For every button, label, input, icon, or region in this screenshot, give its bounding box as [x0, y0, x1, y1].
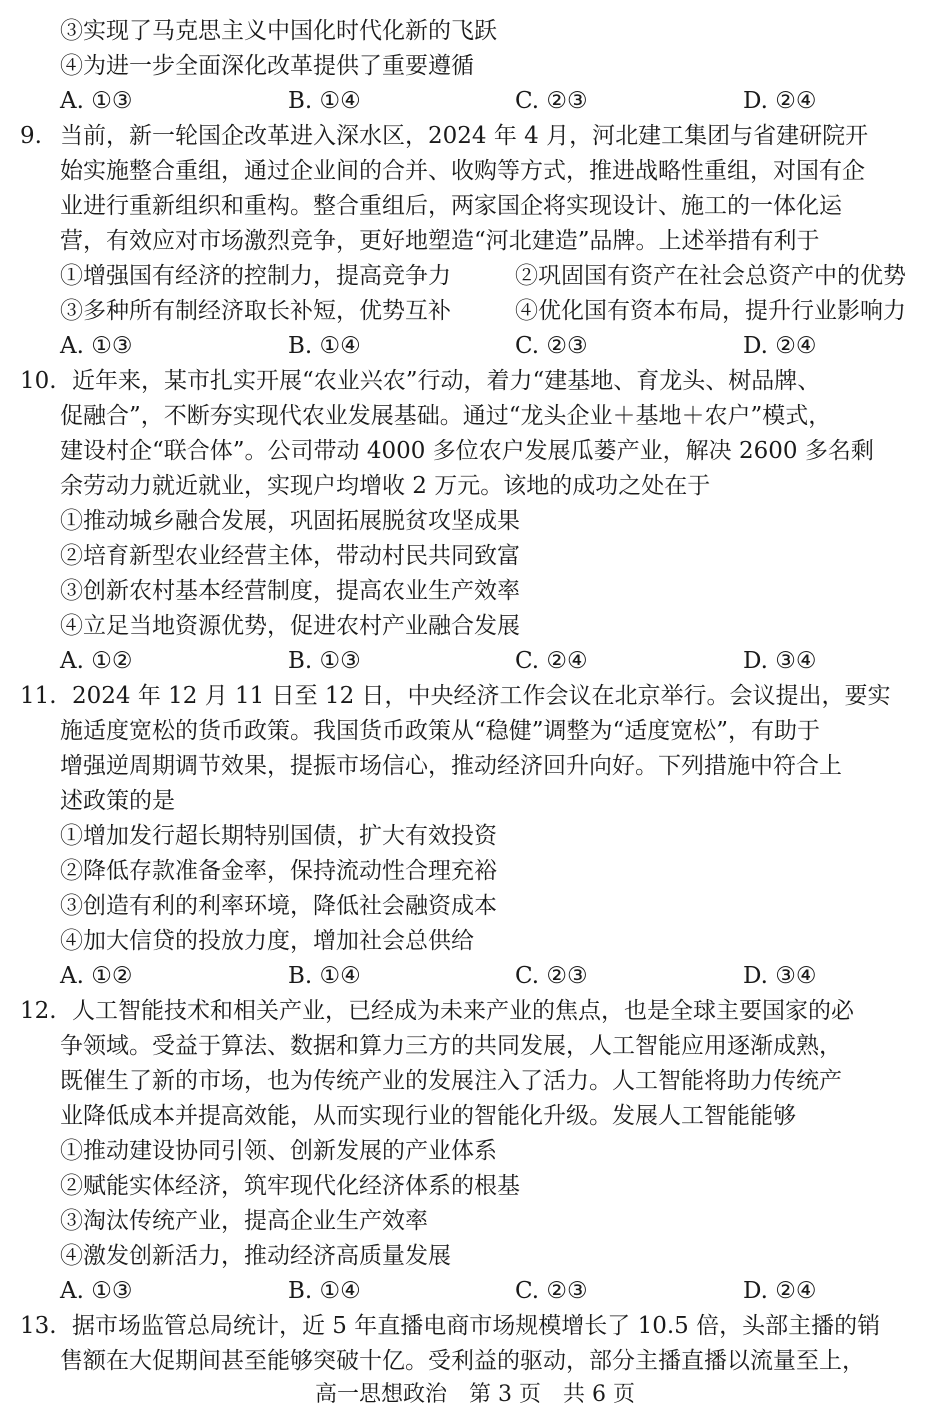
q12-item-4: ④激发创新活力，推动经济高质量发展: [60, 1243, 451, 1269]
q12-stem-line: 争领域。受益于算法、数据和算力三方的共同发展，人工智能应用逐渐成熟，: [60, 1033, 842, 1059]
q10-option-b: B. ①③: [288, 648, 361, 674]
q12-option-c: C. ②③: [515, 1278, 588, 1304]
q11-item-4: ④加大信贷的投放力度，增加社会总供给: [60, 928, 474, 954]
q9-stem-line: 当前，新一轮国企改革进入深水区，2024 年 4 月，河北建工集团与省建研院开: [60, 123, 869, 149]
q11-item-3: ③创造有利的利率环境，降低社会融资成本: [60, 893, 497, 919]
q11-item-1: ①增加发行超长期特别国债，扩大有效投资: [60, 823, 497, 849]
q10-item-1: ①推动城乡融合发展，巩固拓展脱贫攻坚成果: [60, 508, 520, 534]
q8-item-3: ③实现了马克思主义中国化时代化新的飞跃: [60, 18, 497, 44]
q11-stem-line: 述政策的是: [60, 788, 175, 814]
q8-option-b: B. ①④: [288, 88, 361, 114]
q8-option-a: A. ①③: [60, 88, 133, 114]
q11-number: 11.: [20, 683, 57, 709]
q10-stem-line: 余劳动力就近就业，实现户均增收 2 万元。该地的成功之处在于: [60, 473, 711, 499]
q10-option-d: D. ③④: [743, 648, 817, 674]
q9-item-1: ①增强国有经济的控制力，提高竞争力: [60, 263, 451, 289]
q9-item-2: ②巩固国有资产在社会总资产中的优势: [515, 263, 906, 289]
q9-stem-line: 业进行重新组织和重构。整合重组后，两家国企将实现设计、施工的一体化运: [60, 193, 842, 219]
q12-stem-line: 人工智能技术和相关产业，已经成为未来产业的焦点，也是全球主要国家的必: [72, 998, 854, 1024]
q11-item-2: ②降低存款准备金率，保持流动性合理充裕: [60, 858, 497, 884]
q13-stem-line: 据市场监管总局统计，近 5 年直播电商市场规模增长了 10.5 倍，头部主播的销: [72, 1313, 881, 1339]
q9-item-4: ④优化国有资本布局，提升行业影响力: [515, 298, 906, 324]
q10-stem-line: 促融合”，不断夯实现代农业发展基础。通过“龙头企业＋基地＋农户”模式，: [60, 403, 832, 429]
q11-stem-line: 增强逆周期调节效果，提振市场信心，推动经济回升向好。下列措施中符合上: [60, 753, 842, 779]
page-footer: 高一思想政治 第 3 页 共 6 页: [315, 1382, 635, 1407]
q8-option-d: D. ②④: [743, 88, 817, 114]
q9-item-3: ③多种所有制经济取长补短，优势互补: [60, 298, 451, 324]
q9-option-d: D. ②④: [743, 333, 817, 359]
q12-stem-line: 既催生了新的市场，也为传统产业的发展注入了活力。人工智能将助力传统产: [60, 1068, 842, 1094]
q12-option-a: A. ①③: [60, 1278, 133, 1304]
q10-item-2: ②培育新型农业经营主体，带动村民共同致富: [60, 543, 520, 569]
q10-option-a: A. ①②: [60, 648, 133, 674]
q12-number: 12.: [20, 998, 57, 1024]
q8-option-c: C. ②③: [515, 88, 588, 114]
q9-stem-line: 始实施整合重组，通过企业间的合并、收购等方式，推进战略性重组，对国有企: [60, 158, 865, 184]
q10-option-c: C. ②④: [515, 648, 588, 674]
q13-number: 13.: [20, 1313, 57, 1339]
q8-item-4: ④为进一步全面深化改革提供了重要遵循: [60, 53, 474, 79]
q12-item-1: ①推动建设协同引领、创新发展的产业体系: [60, 1138, 497, 1164]
q9-option-c: C. ②③: [515, 333, 588, 359]
q10-item-3: ③创新农村基本经营制度，提高农业生产效率: [60, 578, 520, 604]
q9-option-a: A. ①③: [60, 333, 133, 359]
q10-item-4: ④立足当地资源优势，促进农村产业融合发展: [60, 613, 520, 639]
q10-stem-line: 近年来，某市扎实开展“农业兴农”行动，着力“建基地、育龙头、树品牌、: [72, 368, 821, 394]
q13-stem-line: 售额在大促期间甚至能够突破十亿。受利益的驱动，部分主播直播以流量至上，: [60, 1348, 865, 1374]
q12-item-2: ②赋能实体经济，筑牢现代化经济体系的根基: [60, 1173, 520, 1199]
q12-stem-line: 业降低成本并提高效能，从而实现行业的智能化升级。发展人工智能能够: [60, 1103, 796, 1129]
q11-option-c: C. ②③: [515, 963, 588, 989]
q9-number: 9.: [20, 123, 42, 149]
q11-option-d: D. ③④: [743, 963, 817, 989]
q9-option-b: B. ①④: [288, 333, 361, 359]
q11-option-b: B. ①④: [288, 963, 361, 989]
q11-option-a: A. ①②: [60, 963, 133, 989]
q11-stem-line: 施适度宽松的货币政策。我国货币政策从“稳健”调整为“适度宽松”，有助于: [60, 718, 821, 744]
q12-option-d: D. ②④: [743, 1278, 817, 1304]
q12-item-3: ③淘汰传统产业，提高企业生产效率: [60, 1208, 428, 1234]
q9-stem-line: 营，有效应对市场激烈竞争，更好地塑造“河北建造”品牌。上述举措有利于: [60, 228, 820, 254]
q10-number: 10.: [20, 368, 57, 394]
q11-stem-line: 2024 年 12 月 11 日至 12 日，中央经济工作会议在北京举行。会议提出，要实: [72, 683, 891, 709]
q10-stem-line: 建设村企“联合体”。公司带动 4000 多位农户发展瓜蒌产业，解决 2600 多名剩: [60, 438, 874, 464]
q12-option-b: B. ①④: [288, 1278, 361, 1304]
